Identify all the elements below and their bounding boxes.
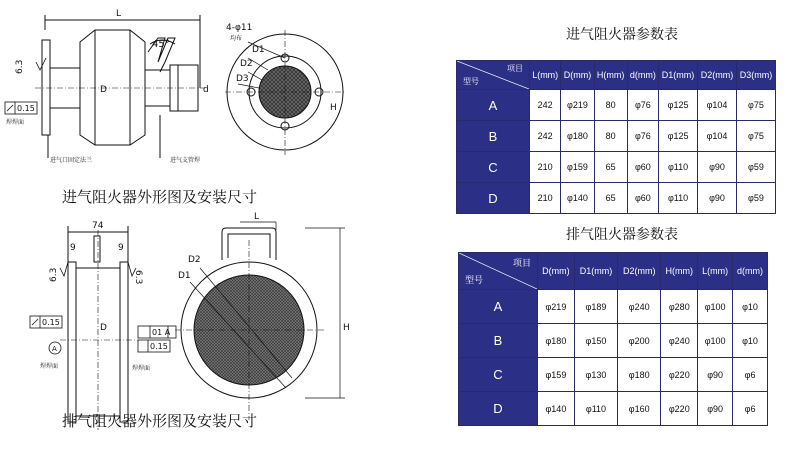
intake-label-flange-note: 焊焊面 [6, 119, 25, 126]
intake-label-D1: D1 [252, 45, 265, 55]
intake-col-2: H(mm) [594, 61, 627, 90]
table-cell: φ140 [561, 183, 594, 214]
table-cell: φ130 [574, 358, 617, 392]
intake-col-3: d(mm) [627, 61, 658, 90]
table-cell: φ104 [698, 90, 737, 121]
intake-header-item: 项目 [507, 64, 523, 73]
table-cell: 80 [594, 90, 627, 121]
intake-col-4: D1(mm) [659, 61, 698, 90]
intake-label-holes: 4-φ11 [226, 23, 253, 33]
exhaust-col-0: D(mm) [538, 253, 575, 290]
table-cell: φ200 [618, 324, 661, 358]
intake-col-6: D3(mm) [736, 61, 775, 90]
intake-label-d: d [203, 85, 209, 95]
exhaust-label-D2: D2 [188, 255, 201, 265]
intake-front-view [225, 30, 345, 155]
table-row [457, 183, 776, 214]
table-row [459, 290, 768, 324]
exhaust-header-model: 型号 [465, 275, 484, 285]
table-cell: φ160 [618, 392, 661, 426]
exhaust-label-width: 74 [92, 221, 104, 231]
table-cell: φ110 [574, 392, 617, 426]
table-cell: φ59 [736, 183, 775, 214]
table-row [459, 358, 768, 392]
table-row [457, 152, 776, 183]
intake-label-roughness: 6.3 [15, 59, 25, 74]
table-cell: φ180 [538, 324, 575, 358]
intake-header-corner [457, 61, 530, 90]
table-cell: φ10 [733, 324, 768, 358]
table-cell: 65 [594, 152, 627, 183]
table-cell: φ125 [659, 121, 698, 152]
exhaust-header-corner [459, 253, 538, 290]
table-row [459, 392, 768, 426]
exhaust-label-D: D [100, 323, 107, 333]
table-cell: 80 [594, 121, 627, 152]
exhaust-label-L: L [254, 212, 260, 222]
table-cell: φ75 [736, 90, 775, 121]
intake-label-holes-note: 均布 [230, 35, 243, 42]
table-cell: φ110 [659, 183, 698, 214]
exhaust-label-datum: A [52, 345, 57, 353]
table-row [459, 324, 768, 358]
exhaust-front-view [175, 222, 345, 420]
exhaust-label-9a: 9 [70, 243, 76, 253]
table-cell: 242 [530, 121, 561, 152]
intake-caption: 进气阻火器外形图及安装尺寸 [62, 188, 258, 206]
intake-label-H: H [330, 103, 337, 113]
table-cell: φ90 [698, 358, 733, 392]
table-cell: φ59 [736, 152, 775, 183]
exhaust-label-roughness: 6.3 [49, 267, 59, 282]
table-cell: φ159 [561, 152, 594, 183]
exhaust-label-weld1: 焊焊面 [40, 363, 59, 370]
table-cell: φ180 [561, 121, 594, 152]
exhaust-param-table [458, 252, 768, 426]
table-row [457, 121, 776, 152]
intake-label-D: D [100, 85, 107, 95]
exhaust-label-9b: 9 [118, 243, 124, 253]
table-cell: φ140 [538, 392, 575, 426]
table-cell: φ90 [698, 183, 737, 214]
table-cell: φ189 [574, 290, 617, 324]
table-cell: φ219 [561, 90, 594, 121]
intake-label-angle: 45° [152, 39, 170, 50]
exhaust-col-5: d(mm) [733, 253, 768, 290]
table-cell: φ220 [661, 392, 698, 426]
exhaust-table-title: 排气阻火器参数表 [566, 227, 678, 243]
exhaust-model-b: B [459, 324, 538, 358]
table-cell: 242 [530, 90, 561, 121]
table-cell: φ280 [661, 290, 698, 324]
exhaust-model-a: A [459, 290, 538, 324]
table-cell: φ60 [627, 152, 658, 183]
intake-table-title: 进气阻火器参数表 [566, 27, 678, 43]
table-cell: 210 [530, 152, 561, 183]
exhaust-label-flatness: 0.15 [42, 318, 60, 327]
table-cell: φ240 [661, 324, 698, 358]
table-cell: φ10 [733, 290, 768, 324]
exhaust-label-D1: D1 [178, 271, 191, 281]
table-cell: φ150 [574, 324, 617, 358]
table-cell: φ100 [698, 290, 733, 324]
table-cell: φ76 [627, 90, 658, 121]
table-cell: 65 [594, 183, 627, 214]
table-cell: φ90 [698, 392, 733, 426]
exhaust-label-roughness2: 6.3 [133, 270, 143, 285]
table-cell: φ104 [698, 121, 737, 152]
intake-label-inlet-flange: 进气口固定法兰 [50, 157, 93, 164]
intake-model-d: D [457, 183, 530, 214]
table-cell: 210 [530, 183, 561, 214]
intake-param-table [456, 60, 776, 214]
exhaust-caption: 排气阻火器外形图及安装尺寸 [62, 412, 258, 430]
intake-model-c: C [457, 152, 530, 183]
table-cell: φ159 [538, 358, 575, 392]
exhaust-header-item: 项目 [512, 258, 531, 268]
intake-col-5: D2(mm) [698, 61, 737, 90]
exhaust-label-weld2: 焊焊面 [132, 365, 151, 372]
table-cell: φ125 [659, 90, 698, 121]
intake-label-L: L [116, 9, 122, 19]
table-cell: φ6 [733, 392, 768, 426]
table-cell: φ219 [538, 290, 575, 324]
intake-col-0: L(mm) [530, 61, 561, 90]
exhaust-model-d: D [459, 392, 538, 426]
intake-header-model: 型号 [463, 77, 479, 86]
table-cell: φ100 [698, 324, 733, 358]
table-cell: φ90 [698, 152, 737, 183]
table-cell: φ75 [736, 121, 775, 152]
intake-model-a: A [457, 90, 530, 121]
intake-label-flatness: 0.15 [17, 104, 35, 113]
table-cell: φ60 [627, 183, 658, 214]
exhaust-label-flatness2: 0.15 [150, 342, 168, 351]
table-cell: φ110 [659, 152, 698, 183]
table-cell: φ76 [627, 121, 658, 152]
table-cell: φ220 [661, 358, 698, 392]
intake-label-D3: D3 [236, 74, 249, 84]
intake-label-branch: 进气支管焊 [170, 157, 201, 164]
table-cell: φ6 [733, 358, 768, 392]
intake-model-b: B [457, 121, 530, 152]
table-cell: φ180 [618, 358, 661, 392]
exhaust-col-2: D2(mm) [618, 253, 661, 290]
table-cell: φ240 [618, 290, 661, 324]
exhaust-label-H: H [343, 323, 350, 333]
exhaust-col-1: D1(mm) [574, 253, 617, 290]
intake-label-D2: D2 [240, 59, 253, 69]
intake-col-1: D(mm) [561, 61, 594, 90]
exhaust-label-parallel: 01 A [152, 328, 171, 337]
exhaust-side-labels [40, 221, 171, 372]
table-row [457, 90, 776, 121]
exhaust-model-c: C [459, 358, 538, 392]
exhaust-col-4: L(mm) [698, 253, 733, 290]
exhaust-col-3: H(mm) [661, 253, 698, 290]
